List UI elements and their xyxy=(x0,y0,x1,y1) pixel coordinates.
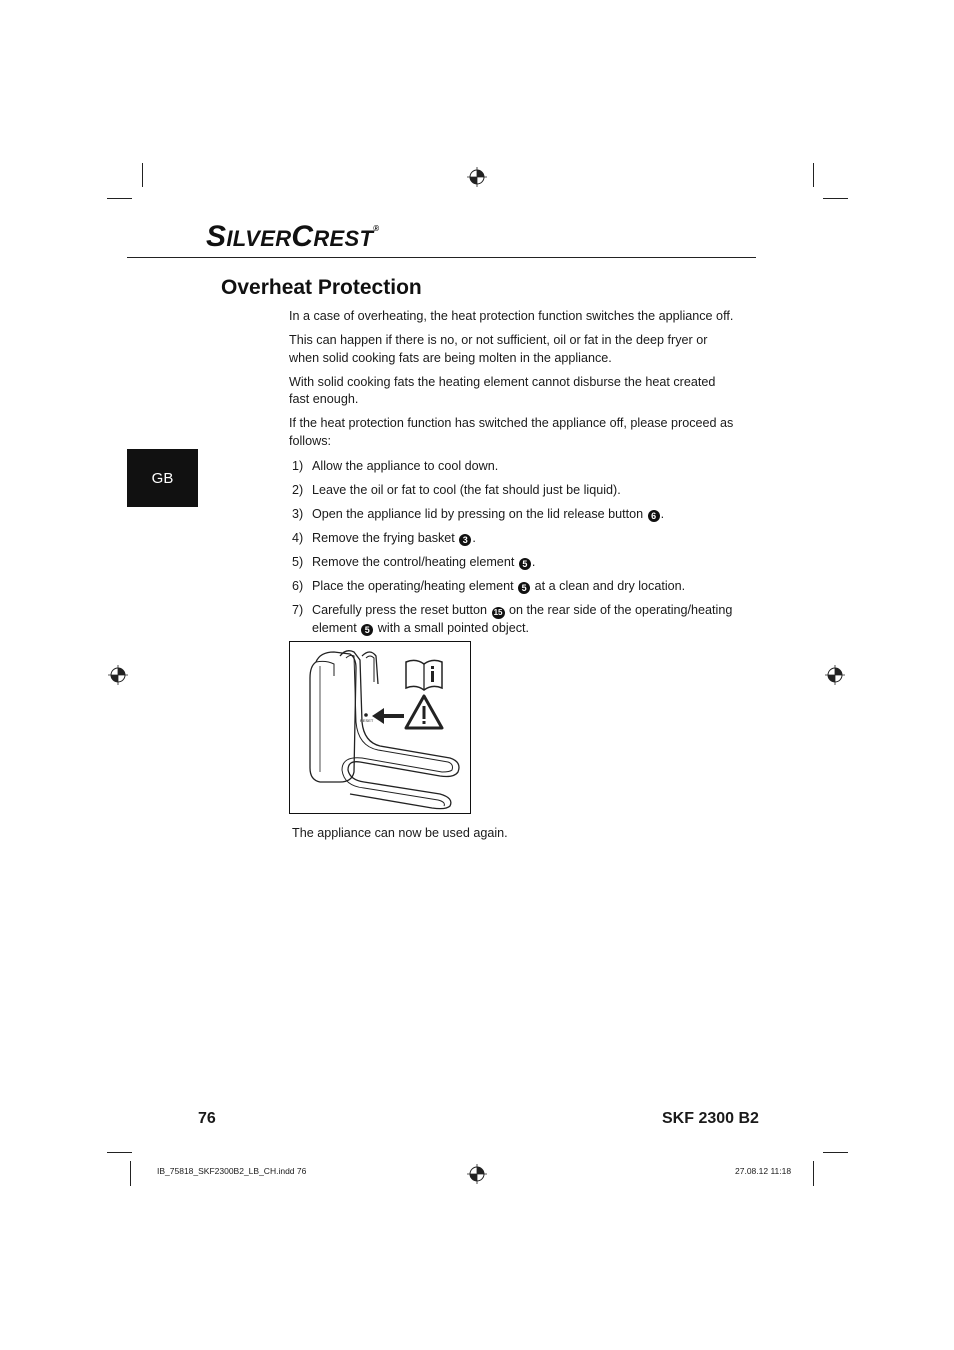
step-text: Allow the appliance to cool down. xyxy=(312,459,499,473)
brand-logo: SILVERCREST® xyxy=(206,220,380,253)
paragraph: This can happen if there is no, or not sufficient, oil or fat in the deep fryer or when solid cooking fats are being molten in the appliance. xyxy=(289,333,708,365)
registration-mark-icon xyxy=(108,665,128,685)
body-text xyxy=(289,308,739,457)
steps-list xyxy=(292,458,742,644)
step-text: Leave the oil or fat to cool (the fat should just be liquid). xyxy=(312,483,621,497)
print-slug-date: 27.08.12 11:18 xyxy=(735,1166,792,1176)
manual-info-icon xyxy=(406,660,442,690)
language-tab: GB xyxy=(127,449,198,507)
reference-number-badge: 15 xyxy=(492,607,505,619)
crop-mark xyxy=(813,1161,814,1186)
step-number: 1) xyxy=(292,459,304,473)
crop-mark xyxy=(813,163,814,187)
step-number: 2) xyxy=(292,483,304,497)
crop-mark xyxy=(823,198,848,199)
list-item xyxy=(292,530,742,548)
step-number: 5) xyxy=(292,555,304,569)
crop-mark xyxy=(130,1161,131,1186)
reset-button-marker xyxy=(364,713,368,717)
warning-icon xyxy=(406,696,442,728)
reference-number-badge: 6 xyxy=(648,510,660,522)
model-number: SKF 2300 B2 xyxy=(662,1110,759,1127)
list-item xyxy=(292,458,742,476)
registered-mark: ® xyxy=(373,224,380,233)
list-item xyxy=(292,506,742,524)
crop-mark xyxy=(823,1152,848,1153)
step-number: 4) xyxy=(292,531,304,545)
closing-text: The appliance can now be used again. xyxy=(292,826,508,840)
step-text: Open the appliance lid by pressing on the lid release button 6 . xyxy=(312,507,665,521)
step-text: Remove the frying basket 3 . xyxy=(312,531,476,545)
reset-label: RESET xyxy=(360,718,374,723)
list-item xyxy=(292,602,742,637)
reference-number-badge: 5 xyxy=(361,624,373,636)
crop-mark xyxy=(107,198,132,199)
registration-mark-icon xyxy=(467,167,487,187)
section-title: Overheat Protection xyxy=(221,276,422,299)
step-text: Carefully press the reset button 15 on the rear side of the operating/heating element 5 with a small pointed object. xyxy=(312,603,733,635)
header-rule xyxy=(127,257,756,258)
step-number: 6) xyxy=(292,579,304,593)
reset-illustration xyxy=(289,641,471,814)
step-number: 3) xyxy=(292,507,304,521)
registration-mark-icon xyxy=(825,665,845,685)
list-item xyxy=(292,554,742,572)
step-text: Remove the control/heating element 5 . xyxy=(312,555,536,569)
crop-mark xyxy=(142,163,143,187)
arrow-icon xyxy=(372,708,384,724)
list-item xyxy=(292,578,742,596)
list-item xyxy=(292,482,742,500)
registration-mark-icon xyxy=(467,1164,487,1184)
reference-number-badge: 5 xyxy=(519,558,531,570)
step-text: Place the operating/heating element 5 at a clean and dry location. xyxy=(312,579,686,593)
heating-element-drawing xyxy=(290,642,469,812)
reference-number-badge: 3 xyxy=(459,534,471,546)
reference-number-badge: 5 xyxy=(518,582,530,594)
paragraph: If the heat protection function has switched the appliance off, please proceed as follows: xyxy=(289,416,734,448)
step-number: 7) xyxy=(292,603,304,617)
paragraph: In a case of overheating, the heat protection function switches the appliance off. xyxy=(289,309,734,323)
crop-mark xyxy=(107,1152,132,1153)
page-number: 76 xyxy=(198,1110,216,1127)
paragraph: With solid cooking fats the heating element cannot disburse the heat created fast enough. xyxy=(289,374,716,406)
print-slug-file: IB_75818_SKF2300B2_LB_CH.indd 76 xyxy=(157,1166,307,1176)
